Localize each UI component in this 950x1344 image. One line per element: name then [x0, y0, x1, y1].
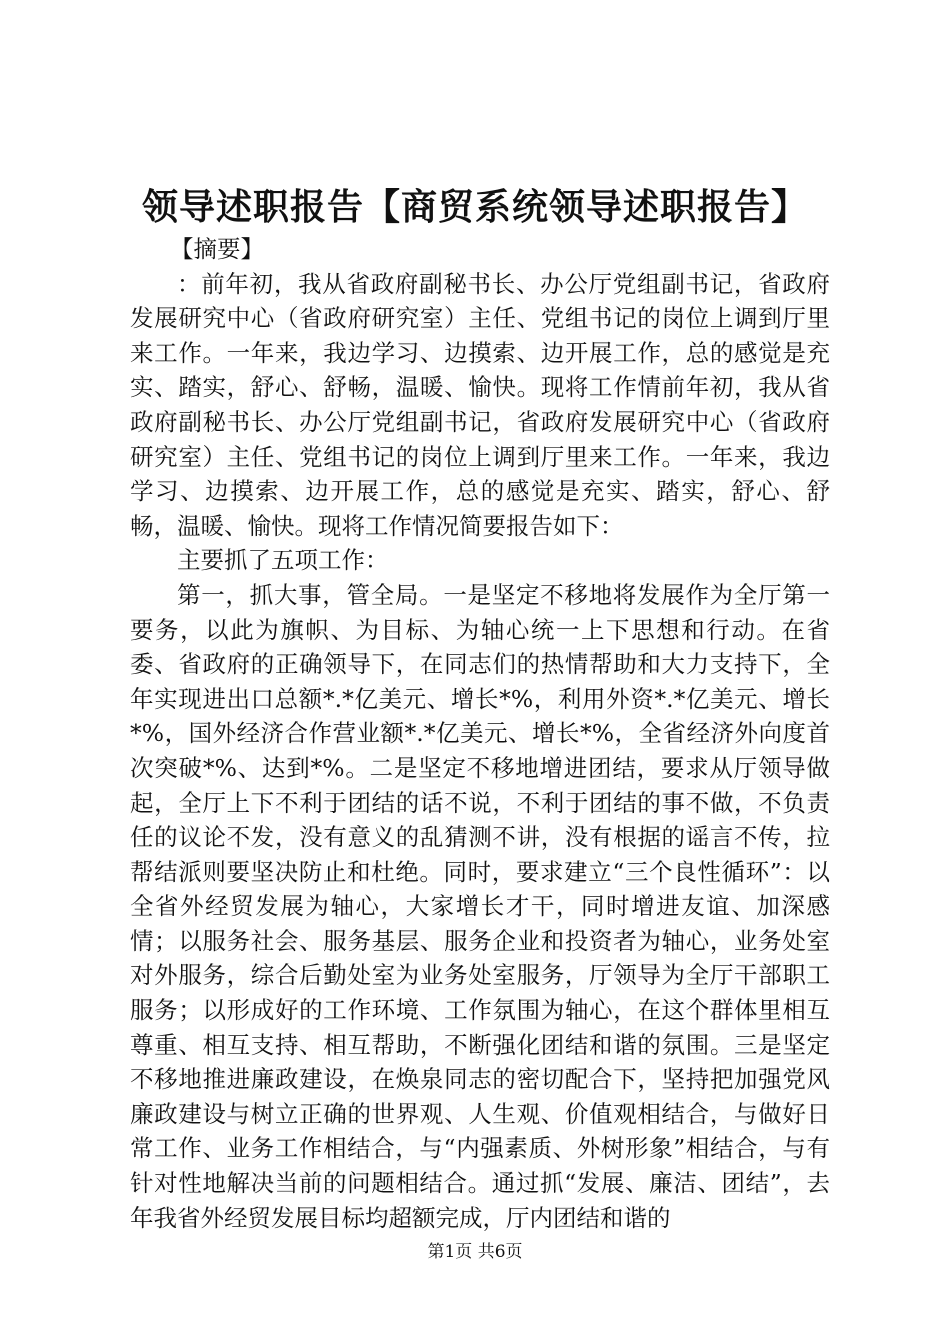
paragraph-first-item: 第一，抓大事，管全局。一是坚定不移地将发展作为全厅第一要务，以此为旗帜、为目标、为轴心统一上下思想和行动。在省委、省政府的正确领导下，在同志们的热情帮助和大力支持下，全年实现进出口总额*.*亿美元、增长*%，利用外资*.*亿美元、增长*%，国外经济合作营业额*.*亿美元、增长*%，全省经济外向度首次突破*%、达到*%。二是坚定不移地增进团结，要求从厅领导做起，全厅上下不利于团结的话不说，不利于团结的事不做，不负责任的议论不发，没有意义的乱猜测不讲，没有根据的谣言不传，拉帮结派则要坚决防止和杜绝。同时，要求建立“三个良性循环”：以全省外经贸发展为轴心，大家增长才干，同时增进友谊、加深感情；以服务社会、服务基层、服务企业和投资者为轴心，业务处室对外服务，综合后勤处室为业务处室服务，厅领导为全厅干部职工服务；以形成好的工作环境、工作氛围为轴心，在这个群体里相互尊重、相互支持、相互帮助，不断强化团结和谐的氛围。三是坚定不移地推进廉政建设，在焕泉同志的密切配合下，坚持把加强党风廉政建设与树立正确的世界观、人生观、价值观相结合，与做好日常工作、业务工作相结合，与“内强素质、外树形象”相结合，与有针对性地解决当前的问题相结合。通过抓“发展、廉洁、团结”，去年我省外经贸发展目标均超额完成，厅内团结和谐的	[130, 580, 830, 1232]
abstract-label: 【摘要】	[170, 235, 264, 263]
page-number: 第1页 共6页	[427, 1242, 523, 1262]
document-title: 领导述职报告【商贸系统领导述职报告】	[141, 186, 808, 228]
document-body	[130, 232, 830, 1235]
paragraph-summary: 主要抓了五项工作：	[177, 546, 389, 575]
paragraph-abstract: ：前年初，我从省政府副秘书长、办公厅党组副书记，省政府发展研究中心（省政府研究室）主任、党组书记的岗位上调到厅里来工作。一年来，我边学习、边摸索、边开展工作，总的感觉是充实、踏实，舒心、舒畅，温暖、愉快。现将工作情前年初，我从省政府副秘书长、办公厅党组副书记，省政府发展研究中心（省政府研究室）主任、党组书记的岗位上调到厅里来工作。一年来，我边学习、边摸索、边开展工作，总的感觉是充实、踏实，舒心、舒畅，温暖、愉快。现将工作情况简要报告如下：	[130, 269, 830, 540]
